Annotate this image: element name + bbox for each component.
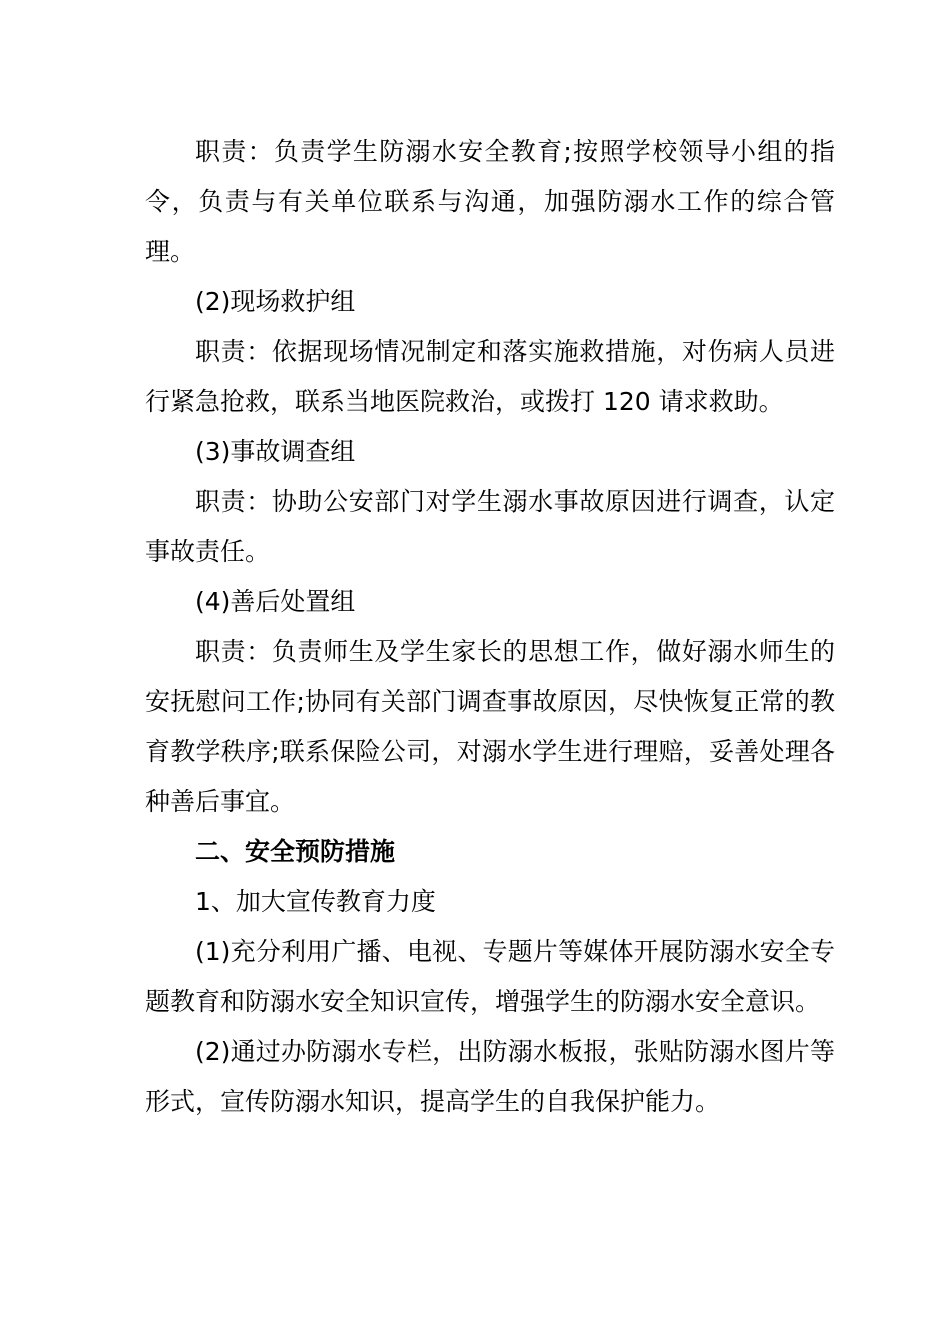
subsection-heading-publicity: 1、加大宣传教育力度 — [195, 887, 436, 916]
duty-paragraph-aftermath-team: 职责：负责师生及学生家长的思想工作，做好溺水师生的安抚慰问工作;协同有关部门调查事故原因，尽快恢复正常的教育教学秩序;联系保险公司，对溺水学生进行理赔，妥善处理各种善后事宜。 — [145, 637, 835, 816]
document-body — [145, 127, 835, 1127]
section-heading-aftermath-team: (4)善后处置组 — [195, 587, 356, 616]
section-heading-rescue-team: (2)现场救护组 — [195, 287, 356, 316]
duty-paragraph-investigation-team: 职责：协助公安部门对学生溺水事故原因进行调查，认定事故责任。 — [145, 487, 835, 566]
section-heading-prevention-measures: 二、安全预防措施 — [195, 837, 396, 866]
section-heading-investigation-team: (3)事故调查组 — [195, 437, 356, 466]
duty-paragraph-leadership: 职责：负责学生防溺水安全教育;按照学校领导小组的指令，负责与有关单位联系与沟通，加强防溺水工作的综合管理。 — [145, 137, 835, 266]
duty-paragraph-rescue-team: 职责：依据现场情况制定和落实施救措施，对伤病人员进行紧急抢救，联系当地医院救治，或拨打 120 请求救助。 — [145, 337, 835, 416]
measure-paragraph-bulletin: (2)通过办防溺水专栏，出防溺水板报，张贴防溺水图片等形式，宣传防溺水知识，提高学生的自我保护能力。 — [145, 1037, 835, 1116]
measure-paragraph-media: (1)充分利用广播、电视、专题片等媒体开展防溺水安全专题教育和防溺水安全知识宣传，增强学生的防溺水安全意识。 — [145, 937, 835, 1016]
